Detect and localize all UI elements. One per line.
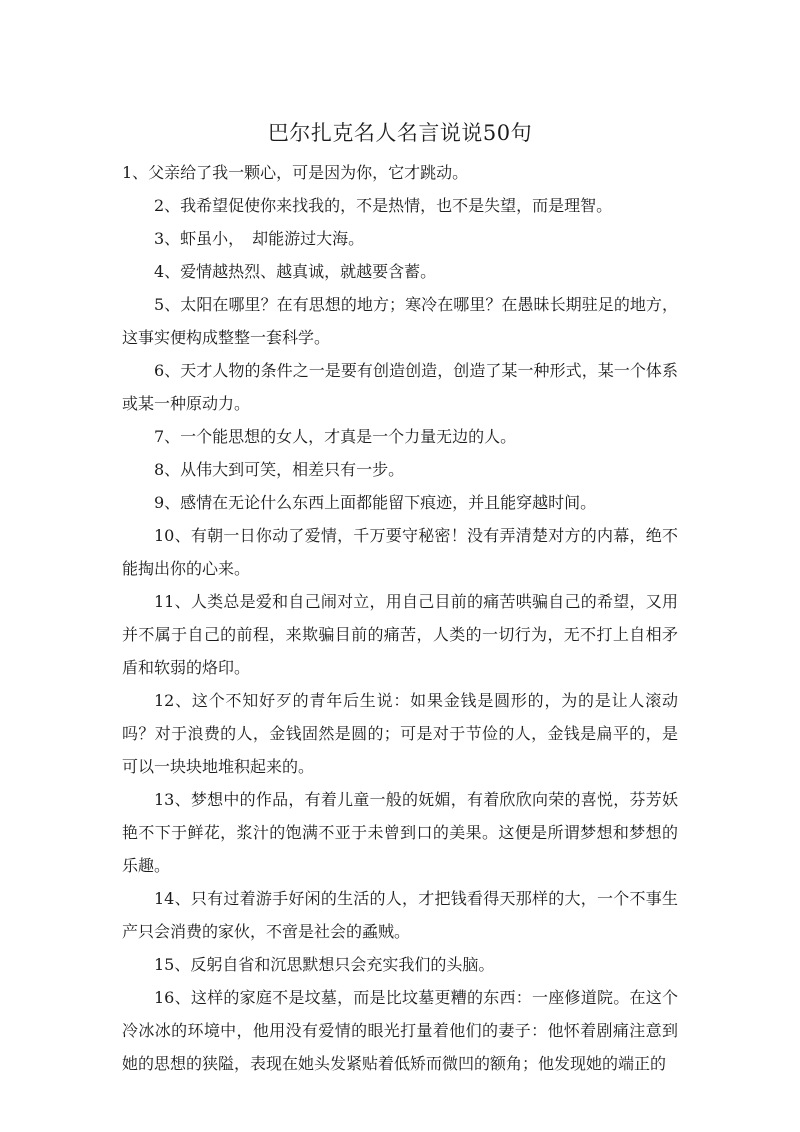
document-title: 巴尔扎克名人名言说说50句 xyxy=(267,121,533,145)
quote-item: 1、父亲给了我一颗心，可是因为你，它才跳动。 xyxy=(122,163,469,182)
quote-item: 5、太阳在哪里？在有思想的地方；寒冷在哪里？在愚昧长期驻足的地方，这事实便构成整整一套科学。 xyxy=(122,295,678,347)
quote-item: 4、爱情越热烈、越真诚，就越要含蓄。 xyxy=(154,262,437,281)
quote-item: 11、人类总是爱和自己闹对立，用自己目前的痛苦哄骗自己的希望，又用并不属于自己的前程，来欺骗目前的痛苦，人类的一切行为，无不打上自相矛盾和软弱的烙印。 xyxy=(122,592,678,677)
quote-item: 14、只有过着游手好闲的生活的人，才把钱看得天那样的大，一个不事生产只会消费的家伙，不啻是社会的蟊贼。 xyxy=(122,889,678,941)
quote-item: 15、反躬自省和沉思默想只会充实我们的头脑。 xyxy=(154,955,495,974)
quote-item: 6、天才人物的条件之一是要有创造创造，创造了某一种形式，某一个体系或某一种原动力。 xyxy=(122,361,678,413)
quote-item: 9、感情在无论什么东西上面都能留下痕迹，并且能穿越时间。 xyxy=(154,493,597,512)
quote-item: 16、这样的家庭不是坟墓，而是比坟墓更糟的东西：一座修道院。在这个冷冰冰的环境中，他用没有爱情的眼光打量着他们的妻子：他怀着剧痛注意到她的思想的狭隘，表现在她头发紧贴着低矫而微凹的额角；他发现她的端正的 xyxy=(122,988,678,1073)
quote-item: 2、我希望促使你来找我的，不是热情，也不是失望，而是理智。 xyxy=(154,196,613,215)
quote-item: 8、从伟大到可笑，相差只有一步。 xyxy=(154,460,405,479)
quote-item: 10、有朝一日你动了爱情，千万要守秘密！没有弄清楚对方的内幕，绝不能掏出你的心来。 xyxy=(122,526,678,578)
quote-item: 12、这个不知好歹的青年后生说：如果金钱是圆形的，为的是让人滚动吗？对于浪费的人，金钱固然是圆的；可是对于节俭的人，金钱是扁平的，是可以一块块地堆积起来的。 xyxy=(122,691,678,776)
quote-list xyxy=(122,156,678,1080)
quote-item: 13、梦想中的作品，有着儿童一般的妩媚，有着欣欣向荣的喜悦，芬芳妖艳不下于鲜花，浆汁的饱满不亚于未曾到口的美果。这便是所谓梦想和梦想的乐趣。 xyxy=(122,790,678,875)
quote-item: 7、一个能思想的女人，才真是一个力量无边的人。 xyxy=(154,427,517,446)
quote-item: 3、虾虽小， 却能游过大海。 xyxy=(154,229,365,248)
